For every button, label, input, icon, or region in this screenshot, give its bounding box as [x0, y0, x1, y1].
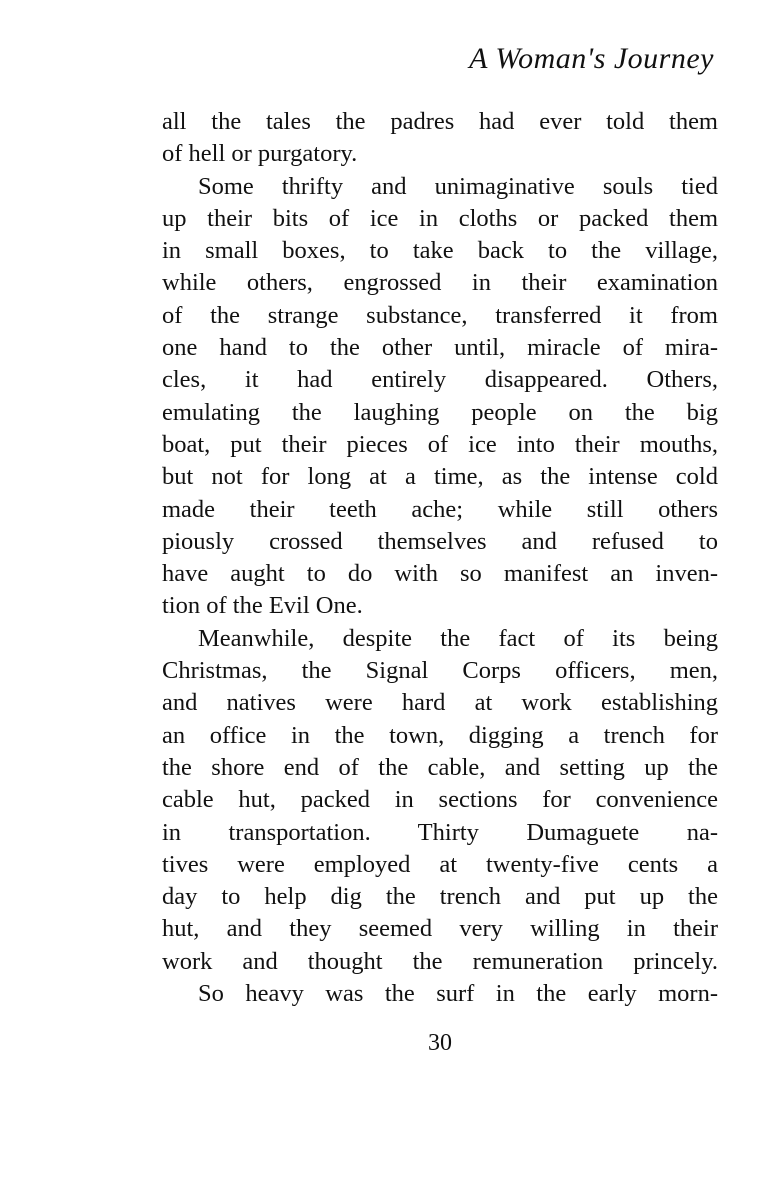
text-line: Some thrifty and unimaginative souls tied	[198, 172, 718, 200]
text-line: Christmas, the Signal Corps officers, men,	[162, 657, 718, 685]
text-line: in transportation. Thirty Dumaguete na-	[162, 818, 718, 846]
text-line: while others, engrossed in their examination	[162, 269, 718, 297]
text-line: boat, put their pieces of ice into their mouths,	[162, 430, 718, 458]
text-line: Meanwhile, despite the fact of its being	[198, 624, 718, 652]
text-line: have aught to do with so manifest an inven-	[162, 560, 718, 588]
text-line: piously crossed themselves and refused to	[162, 527, 718, 555]
text-line: of the strange substance, transferred it from	[162, 301, 718, 329]
text-line: one hand to the other until, miracle of mira-	[162, 334, 718, 362]
body-text	[162, 106, 718, 1010]
text-line: the shore end of the cable, and setting up the	[162, 753, 718, 781]
text-line: of hell or purgatory.	[162, 140, 358, 168]
text-line: but not for long at a time, as the intense cold	[162, 463, 718, 491]
text-line: an office in the town, digging a trench for	[162, 721, 718, 749]
text-line: work and thought the remuneration princely.	[162, 947, 718, 975]
text-line: cles, it had entirely disappeared. Others,	[162, 366, 718, 394]
text-line: tion of the Evil One.	[162, 592, 363, 620]
text-line: So heavy was the surf in the early morn-	[198, 980, 718, 1008]
text-line: tives were employed at twenty-five cents a	[162, 850, 718, 878]
text-line: all the tales the padres had ever told them	[162, 108, 718, 135]
running-head: A Woman's Journey	[469, 42, 714, 75]
text-line: and natives were hard at work establishing	[162, 689, 718, 717]
text-line: emulating the laughing people on the big	[162, 398, 718, 426]
text-line: in small boxes, to take back to the village,	[162, 237, 718, 265]
text-line: cable hut, packed in sections for convenience	[162, 786, 718, 814]
page-number: 30	[428, 1030, 452, 1056]
text-line: day to help dig the trench and put up the	[162, 883, 718, 911]
text-line: made their teeth ache; while still others	[162, 495, 718, 523]
text-line: hut, and they seemed very willing in their	[162, 915, 718, 943]
text-line: up their bits of ice in cloths or packed them	[162, 204, 718, 232]
